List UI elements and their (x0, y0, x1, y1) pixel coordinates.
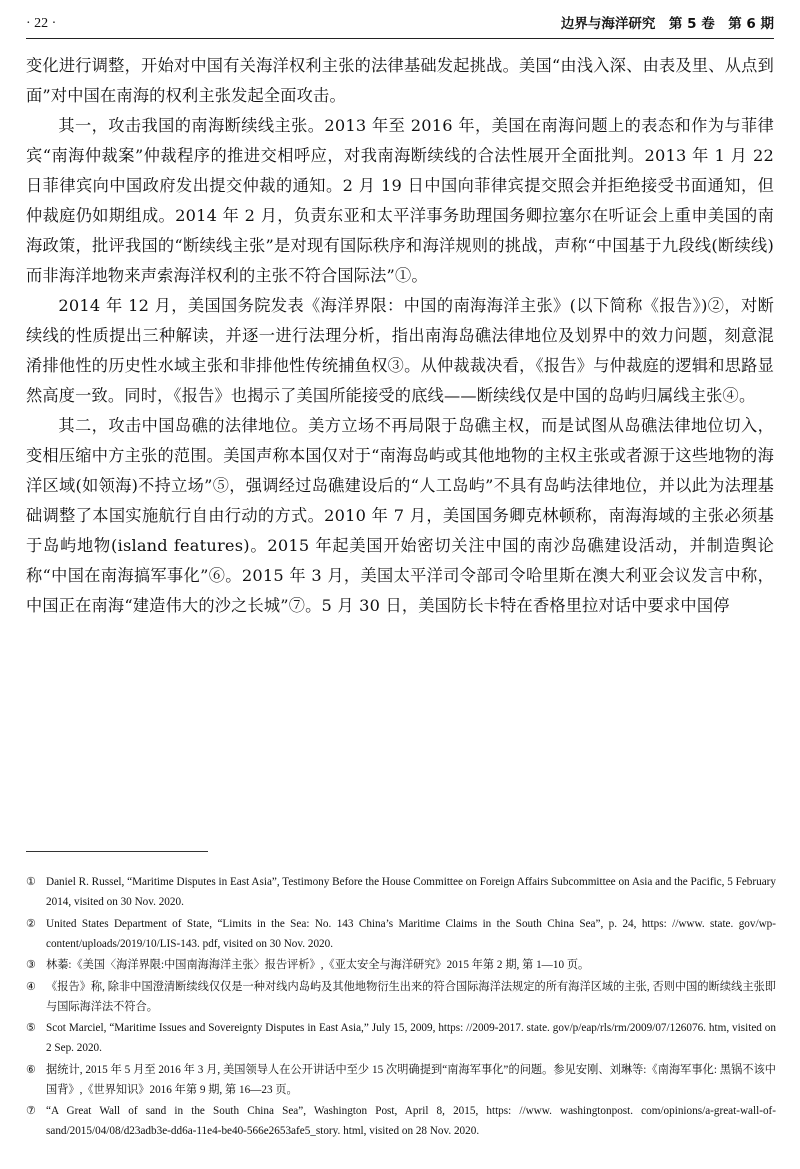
running-header (26, 10, 774, 39)
footnote-text: 《报告》称, 除非中国澄清断续线仅仅是一种对线内岛屿及其他地物衍生出来的符合国际海洋法规定的所有海洋区域的主张, 否则中国的断续线主张即与国际海洋法不符合。 (46, 980, 776, 1013)
page-number: · 22 · (26, 16, 57, 31)
paragraph: 变化进行调整，开始对中国有关海洋权利主张的法律基础发起挑战。美国“由浅入深、由表及里、从点到面”对中国在南海的权利主张发起全面攻击。 (26, 56, 774, 105)
footnote-mark: ② (26, 917, 37, 930)
footnote-mark: ① (26, 876, 37, 888)
footnote-item (26, 955, 776, 975)
footnote-divider (26, 851, 208, 852)
footnote-text: 林蓁:《美国〈海洋界限:中国南海海洋主张〉报告评析》,《亚太安全与海洋研究》2015 年第 2 期, 第 1—10 页。 (46, 959, 590, 971)
paragraph: 其一，攻击我国的南海断续线主张。2013 年至 2016 年，美国在南海问题上的表态和作为与菲律宾“南海仲裁案”仲裁程序的推进交相呼应，对我南海断续线的合法性展开全面批判。2013 年 1 月 22 日菲律宾向中国政府发出提交仲裁的通知。2 月 19 日中国向菲律宾提交照会并拒绝接受书面通知，但仲裁庭仍如期组成。2014 年 2 月，负责东亚和太平洋事务助理国务卿拉塞尔在听证会上重申美国的南海政策，批评我国的“断续线主张”是对现有国际秩序和海洋规则的挑战，声称“中国基于九段线(断续线)而非海洋地物来声索海洋权利的主张不符合国际法”①。 (26, 116, 774, 285)
footnote-item (26, 1101, 776, 1141)
paragraph: 2014 年 12 月，美国国务院发表《海洋界限：中国的南海海洋主张》(以下简称《报告》)②，对断续线的性质提出三种解读，并逐一进行法理分析，指出南海岛礁法律地位及划界中的效力问题，刻意混淆排他性的历史性水域主张和非排他性传统捕鱼权③。从仲裁裁决看，《报告》与仲裁庭的逻辑和思路显然高度一致。同时，《报告》也揭示了美国所能接受的底线——断续线仅是中国的岛屿归属线主张④。 (26, 296, 774, 405)
footnote-item (26, 1060, 776, 1100)
footnote-item (26, 872, 776, 912)
footnote-mark: ⑤ (26, 1022, 37, 1034)
footnote-text: “A Great Wall of sand in the South China Sea”, Washington Post, April 8, 2015, https: //www. washingtonpost. com/opinions/a-great-wall-of-sand/2015/04/08/d23adb3e-dd6a-11e4-be40-566e2653afe5_story. html, visited on 28 Nov. 2020. (46, 1105, 776, 1137)
paragraph: 其二，攻击中国岛礁的法律地位。美方立场不再局限于岛礁主权，而是试图从岛礁法律地位切入，变相压缩中方主张的范围。美国声称本国仅对于“南海岛屿或其他地物的主权主张或者源于这些地物的海洋区域(如领海)不持立场”⑤，强调经过岛礁建设后的“人工岛屿”不具有岛屿法律地位，并以此为法理基础调整了本国实施航行自由行动的方式。2010 年 7 月，美国国务卿克林顿称，南海海域的主张必须基于岛屿地物(island features)。2015 年起美国开始密切关注中国的南沙岛礁建设活动，并制造舆论称“中国在南海搞军事化”⑥。2015 年 3 月，美国太平洋司令部司令哈里斯在澳大利亚会议发言中称，中国正在南海“建造伟大的沙之长城”⑦。5 月 30 日，美国防长卡特在香格里拉对话中要求中国停 (26, 416, 774, 615)
footnote-text: United States Department of State, “Limits in the Sea: No. 143 China’s Maritime Claims in the South China Sea”, p. 24, https: //www. state. gov/wp-content/uploads/2019/10/LIS-143. pdf, visited on 30 Nov. 2020. (46, 917, 776, 950)
footnote-item (26, 977, 776, 1017)
footnote-mark: ④ (26, 980, 37, 993)
body-text (26, 51, 774, 621)
footnote-mark: ⑦ (26, 1105, 37, 1117)
footnote-item (26, 914, 776, 954)
journal-title: 边界与海洋研究 第 5 卷 第 6 期 (560, 16, 774, 32)
footnote-text: 据统计, 2015 年 5 月至 2016 年 3 月, 美国领导人在公开讲话中至少 15 次明确提到“南海军事化”的问题。参见安刚、刘琳等:《南海军事化: 黑锅不该中国背》,《世界知识》2016 年第 9 期, 第 16—23 页。 (46, 1063, 776, 1096)
footnotes (26, 872, 776, 1143)
footnote-mark: ⑥ (26, 1063, 37, 1076)
footnote-text: Daniel R. Russel, “Maritime Disputes in East Asia”, Testimony Before the House Committee on Foreign Affairs Subcommittee on Asia and the Pacific, 5 February 2014, visited on 30 Nov. 2020. (46, 876, 776, 908)
footnote-text: Scot Marciel, “Maritime Issues and Sovereignty Disputes in East Asia,” July 15, 2009, https: //2009-2017. state. gov/p/eap/rls/rm/2009/07/126076. htm, visited on 2 Sep. 2020. (46, 1022, 776, 1054)
footnote-mark: ③ (26, 959, 37, 971)
footnote-item (26, 1018, 776, 1058)
